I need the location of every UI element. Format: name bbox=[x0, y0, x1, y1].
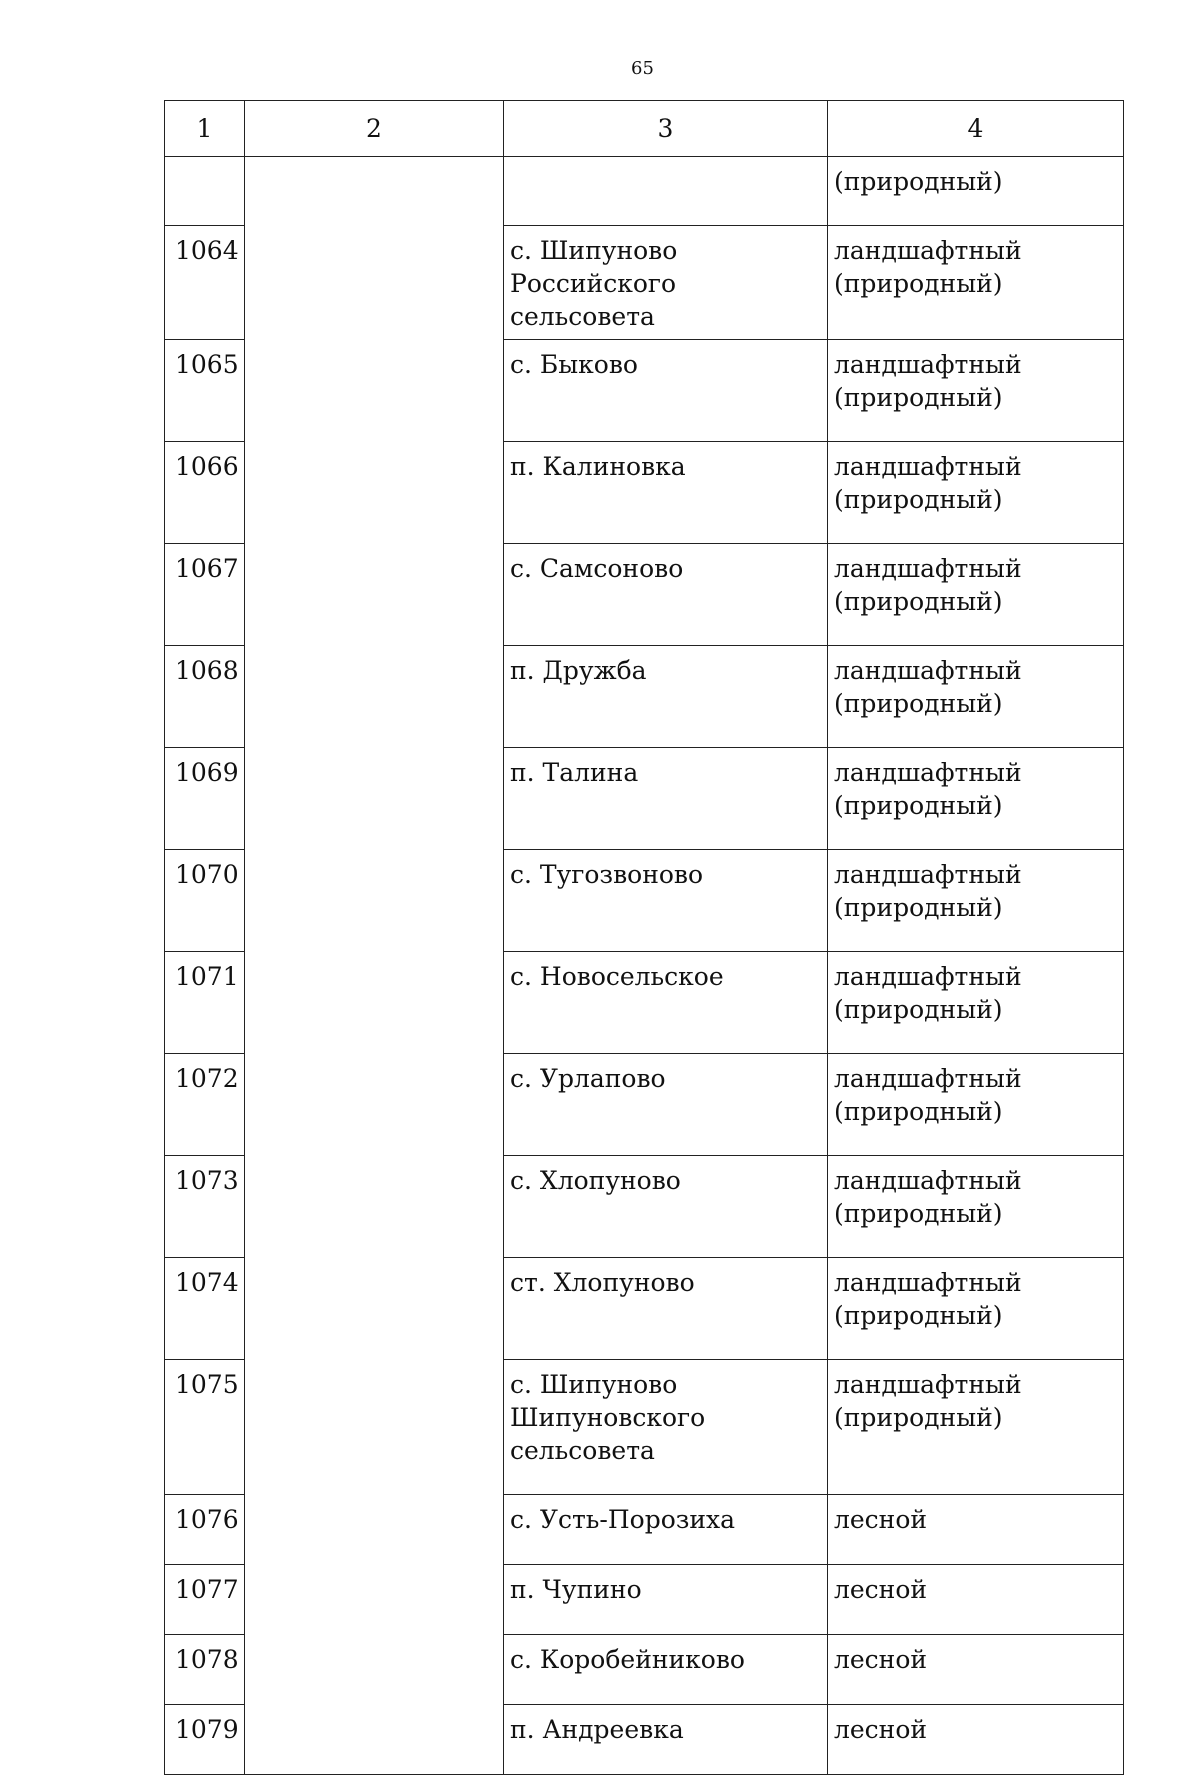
column-header-2: 2 bbox=[245, 101, 504, 157]
row-number-cell: 1070 bbox=[165, 850, 245, 952]
type-cell: ландшафтный (природный) bbox=[828, 544, 1124, 646]
row-number-cell bbox=[165, 157, 245, 226]
column-header-4: 4 bbox=[828, 101, 1124, 157]
row-number-cell: 1067 bbox=[165, 544, 245, 646]
row-number-cell: 1069 bbox=[165, 748, 245, 850]
settlement-cell: п. Андреевка bbox=[504, 1705, 828, 1775]
type-cell: лесной bbox=[828, 1635, 1124, 1705]
settlement-cell: ст. Хлопуново bbox=[504, 1258, 828, 1360]
settlement-cell: с. Быково bbox=[504, 340, 828, 442]
settlement-cell: с. Шипуново Шипуновского сельсовета bbox=[504, 1360, 828, 1495]
settlement-cell: п. Дружба bbox=[504, 646, 828, 748]
row-number-cell: 1068 bbox=[165, 646, 245, 748]
settlement-cell: с. Шипуново Российского сельсовета bbox=[504, 226, 828, 340]
type-cell: ландшафтный (природный) bbox=[828, 952, 1124, 1054]
settlement-cell: с. Урлапово bbox=[504, 1054, 828, 1156]
type-cell: лесной bbox=[828, 1495, 1124, 1565]
type-cell: ландшафтный (природный) bbox=[828, 748, 1124, 850]
row-number-cell: 1065 bbox=[165, 340, 245, 442]
row-number-cell: 1077 bbox=[165, 1565, 245, 1635]
table-row-continuation bbox=[165, 157, 1124, 226]
row-number-cell: 1078 bbox=[165, 1635, 245, 1705]
row-number-cell: 1064 bbox=[165, 226, 245, 340]
type-cell: ландшафтный (природный) bbox=[828, 340, 1124, 442]
settlement-cell bbox=[504, 157, 828, 226]
settlement-cell: с. Усть-Порозиха bbox=[504, 1495, 828, 1565]
type-cell: ландшафтный (природный) bbox=[828, 1156, 1124, 1258]
type-cell: ландшафтный (природный) bbox=[828, 1360, 1124, 1495]
header-row bbox=[165, 101, 1124, 157]
page-number: 65 bbox=[631, 58, 654, 79]
type-cell: ландшафтный (природный) bbox=[828, 850, 1124, 952]
settlement-cell: с. Новосельское bbox=[504, 952, 828, 1054]
settlement-cell: п. Калиновка bbox=[504, 442, 828, 544]
settlement-cell: с. Самсоново bbox=[504, 544, 828, 646]
type-cell: ландшафтный (природный) bbox=[828, 1258, 1124, 1360]
type-cell: ландшафтный (природный) bbox=[828, 1054, 1124, 1156]
settlements-table bbox=[164, 100, 1124, 1775]
type-cell: ландшафтный (природный) bbox=[828, 646, 1124, 748]
row-number-cell: 1079 bbox=[165, 1705, 245, 1775]
settlement-cell: п. Чупино bbox=[504, 1565, 828, 1635]
row-number-cell: 1076 bbox=[165, 1495, 245, 1565]
row-number-cell: 1071 bbox=[165, 952, 245, 1054]
type-cell: лесной bbox=[828, 1705, 1124, 1775]
table-body bbox=[165, 101, 1124, 1775]
column-header-3: 3 bbox=[504, 101, 828, 157]
column-2-merged-cell bbox=[245, 157, 504, 1775]
type-cell: (природный) bbox=[828, 157, 1124, 226]
row-number-cell: 1074 bbox=[165, 1258, 245, 1360]
row-number-cell: 1072 bbox=[165, 1054, 245, 1156]
settlement-cell: п. Талина bbox=[504, 748, 828, 850]
row-number-cell: 1075 bbox=[165, 1360, 245, 1495]
settlement-cell: с. Хлопуново bbox=[504, 1156, 828, 1258]
settlement-cell: с. Тугозвоново bbox=[504, 850, 828, 952]
settlement-cell: с. Коробейниково bbox=[504, 1635, 828, 1705]
type-cell: ландшафтный (природный) bbox=[828, 226, 1124, 340]
column-header-1: 1 bbox=[165, 101, 245, 157]
type-cell: лесной bbox=[828, 1565, 1124, 1635]
type-cell: ландшафтный (природный) bbox=[828, 442, 1124, 544]
row-number-cell: 1073 bbox=[165, 1156, 245, 1258]
row-number-cell: 1066 bbox=[165, 442, 245, 544]
